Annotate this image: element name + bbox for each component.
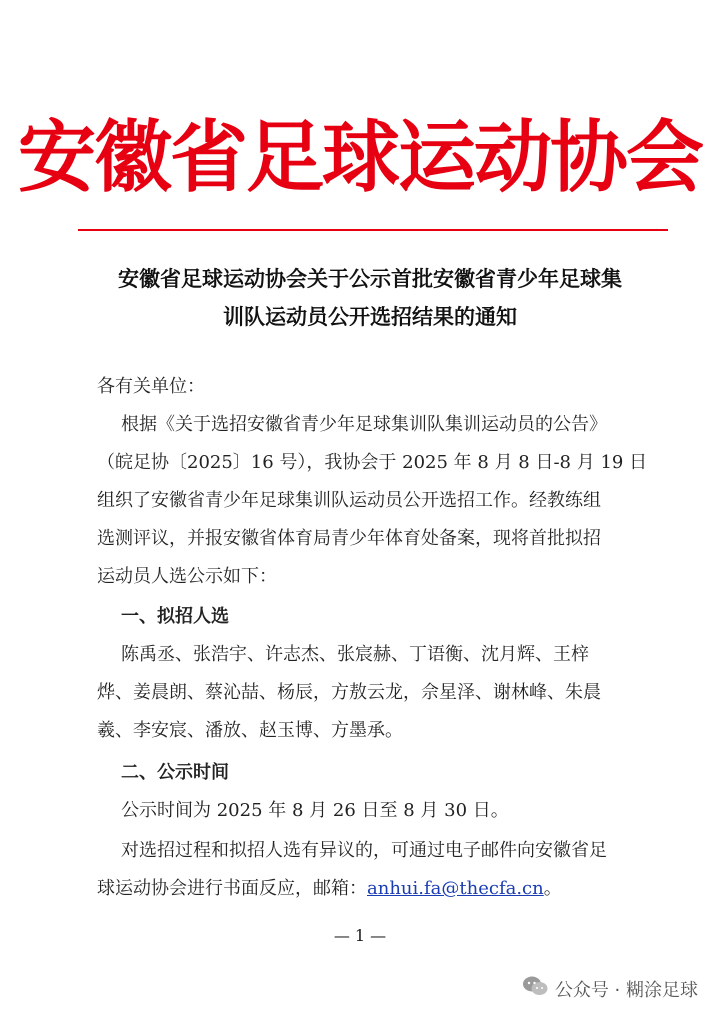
objection-line bbox=[97, 875, 657, 903]
candidates-line: 烨、姜晨朗、蔡沁喆、杨辰，方敖云龙，佘星泽、谢林峰、朱晨 bbox=[97, 682, 601, 703]
salutation: 各有关单位： bbox=[97, 376, 205, 397]
wechat-icon bbox=[521, 975, 549, 1002]
body-paragraph-line: 根据《关于选招安徽省青少年足球集训队集训运动员的公告》 bbox=[121, 414, 607, 435]
watermark-text: 公众号 · 糊涂足球 bbox=[554, 979, 698, 1001]
body-paragraph-line: 选测评议，并报安徽省体育局青少年体育处备案，现将首批拟招 bbox=[97, 528, 601, 549]
section-heading-candidates: 一、拟招人选 bbox=[121, 606, 229, 627]
body-paragraph-line: 运动员人选公示如下： bbox=[97, 566, 277, 587]
objection-text: 球运动协会进行书面反应，邮箱： bbox=[97, 878, 367, 899]
document-title-line-2: 训队运动员公开选招结果的通知 bbox=[223, 305, 517, 329]
section-heading-publicity-time: 二、公示时间 bbox=[121, 762, 229, 783]
document-title-line-1: 安徽省足球运动协会关于公示首批安徽省青少年足球集 bbox=[118, 267, 622, 291]
body-paragraph-line: （皖足协〔2025〕16 号），我协会于 2025 年 8 月 8 日-8 月 19 日 bbox=[97, 452, 648, 473]
candidates-line: 陈禹丞、张浩宇、许志杰、张宸赫、丁语衡、沈月辉、王梓 bbox=[121, 644, 589, 665]
candidates-line: 羲、李安宸、潘放、赵玉博、方墨承。 bbox=[97, 720, 403, 741]
objection-line: 对选招过程和拟招人选有异议的，可通过电子邮件向安徽省足 bbox=[121, 840, 607, 861]
publicity-time-line: 公示时间为 2025 年 8 月 26 日至 8 月 30 日。 bbox=[121, 800, 509, 821]
letterhead-title: 安徽省足球运动协会 bbox=[17, 112, 702, 203]
page-number: — 1 — bbox=[333, 926, 387, 945]
email-link[interactable]: anhui.fa@thecfa.cn bbox=[367, 878, 544, 899]
objection-end: 。 bbox=[543, 878, 562, 899]
letterhead-red-rule bbox=[78, 229, 668, 231]
watermark bbox=[521, 975, 698, 1002]
body-paragraph-line: 组织了安徽省青少年足球集训队运动员公开选招工作。经教练组 bbox=[97, 490, 601, 511]
